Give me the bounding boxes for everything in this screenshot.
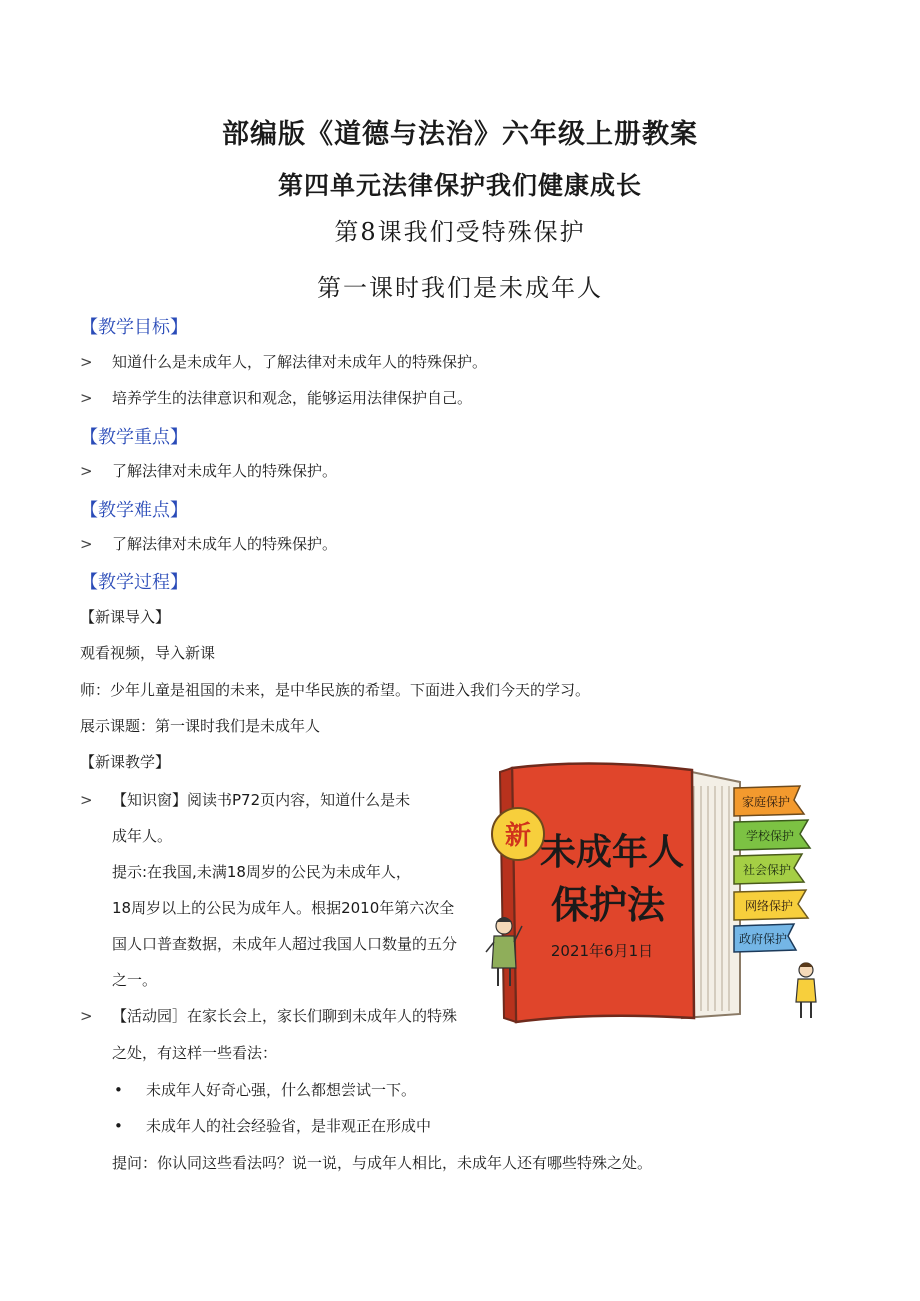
knowledge-line: 成年人。 [112,827,173,845]
tab-4 [734,890,808,920]
book-spine [500,768,516,1022]
intro-line: 师：少年儿童是祖国的未来，是中华民族的希望。下面进入我们今天的学习。 [80,681,591,699]
key-point-item: 了解法律对未成年人的特殊保护。 [112,462,338,480]
arrow-bullet: > [80,535,93,553]
goal-item: 知道什么是未成年人，了解法律对未成年人的特殊保护。 [112,353,488,371]
tab-2-label: 学校保护 [745,829,795,843]
knowledge-line: 【知识窗】阅读书P72页内容，知道什么是未 [112,791,411,809]
law-book-illustration [482,756,828,1028]
book-date: 2021年6月1日 [550,942,654,960]
tab-3 [734,854,804,884]
period-title: 第一课时我们是未成年人 [317,274,603,302]
tab-2 [734,820,810,850]
activity-line: 之处，有这样一些看法： [112,1044,278,1062]
section-goals-heading: 【教学目标】 [80,317,188,338]
knowledge-line: 国人口普查数据，未成年人超过我国人口数量的五分 [112,935,458,953]
knowledge-line: 提示:在我国,未满18周岁的公民为未成年人， [112,863,411,881]
difficult-point-item: 了解法律对未成年人的特殊保护。 [112,535,338,553]
arrow-bullet: > [80,791,93,809]
teach-heading: 【新课教学】 [80,753,171,771]
tab-3-label: 社会保护 [742,863,792,877]
arrow-bullet: > [80,1007,93,1025]
document-title: 部编版《道德与法治》六年级上册教案 [222,119,698,150]
bullet-item: 未成年人的社会经验省，是非观正在形成中 [146,1117,432,1135]
intro-heading: 【新课导入】 [80,608,171,626]
section-key-heading: 【教学重点】 [80,427,188,448]
tab-5-label: 政府保护 [738,932,788,946]
tab-5 [734,924,796,952]
unit-title: 第四单元法律保护我们健康成长 [277,171,642,200]
intro-line: 观看视频，导入新课 [80,644,216,662]
goal-item: 培养学生的法律意识和观念，能够运用法律保护自己。 [112,389,473,407]
activity-line: 【活动园］在家长会上，家长们聊到未成年人的特殊 [112,1007,458,1025]
question-line: 提问：你认同这些看法吗？说一说，与成年人相比，未成年人还有哪些特殊之处。 [112,1154,653,1172]
section-difficult-heading: 【教学难点】 [80,500,188,521]
bullet-dot: • [114,1117,123,1135]
new-badge [492,808,544,860]
lesson-title: 第8课我们受特殊保护 [334,218,586,246]
intro-line: 展示课题：第一课时我们是未成年人 [80,717,321,735]
arrow-bullet: > [80,389,93,407]
knowledge-line: 18周岁以上的公民为成年人。根据2010年第六次全 [112,899,455,917]
child-figure-right [796,963,816,1019]
arrow-bullet: > [80,462,93,480]
knowledge-line: 之一。 [112,971,158,989]
section-process-heading: 【教学过程】 [80,572,188,593]
bullet-item: 未成年人好奇心强，什么都想尝试一下。 [146,1081,417,1099]
book-title-line1: 未成年人 [539,832,685,873]
bullet-dot: • [114,1081,123,1099]
tab-1-label: 家庭保护 [741,795,791,809]
badge-label: 新 [504,821,532,851]
tab-1 [734,786,804,816]
arrow-bullet: > [80,353,93,371]
tab-4-label: 网络保护 [744,899,794,913]
book-title-line2: 保护法 [550,883,666,927]
